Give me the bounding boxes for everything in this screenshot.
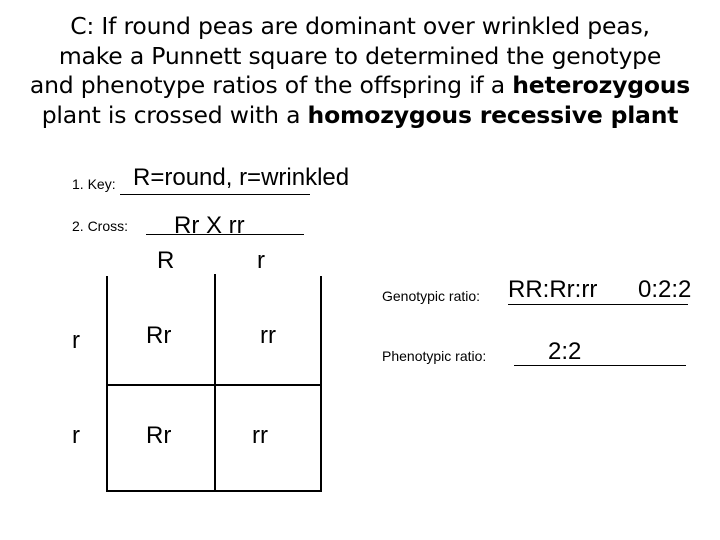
title-emphasis-homozygous: homozygous recessive plant — [307, 100, 679, 129]
cross-answer: Rr X rr — [174, 212, 245, 239]
title-line-2: make a Punnett square to determined the genotype — [58, 41, 662, 70]
grid-middle-vertical — [214, 274, 216, 492]
punnett-cell-2-2: rr — [252, 422, 268, 449]
punnett-cell-1-2: rr — [260, 322, 276, 349]
side-allele-1: r — [72, 327, 80, 354]
key-label: 1. Key: — [72, 176, 116, 192]
punnett-cell-1-1: Rr — [146, 322, 172, 349]
title-line-4-text: plant is crossed with a — [41, 100, 308, 129]
genotypic-ratio-label: Genotypic ratio: — [382, 288, 481, 304]
title-line-1: C: If round peas are dominant over wrinkled peas, — [70, 12, 650, 40]
top-allele-2: r — [257, 247, 265, 274]
title-line-3-text: and phenotype ratios of the offspring if a — [29, 71, 513, 99]
title-line-3 — [20, 71, 700, 101]
punnett-cell-2-1: Rr — [146, 422, 172, 449]
genotypic-blank-line — [508, 304, 688, 305]
title-line-4 — [20, 101, 700, 131]
grid-bottom-border — [106, 490, 322, 492]
cross-label: 2. Cross: — [72, 218, 129, 234]
key-blank-line — [120, 194, 310, 195]
phenotypic-ratio-label: Phenotypic ratio: — [382, 348, 487, 364]
side-allele-2: r — [72, 422, 80, 449]
genotypic-answer-genotypes: RR:Rr:rr — [508, 276, 598, 303]
question-title — [20, 12, 700, 130]
genotypic-answer-ratio: 0:2:2 — [638, 276, 692, 303]
title-emphasis-heterozygous: heterozygous — [512, 71, 691, 99]
phenotypic-blank-line — [514, 365, 686, 366]
key-answer: R=round, r=wrinkled — [133, 164, 350, 191]
grid-middle-horizontal — [106, 384, 322, 386]
phenotypic-answer: 2:2 — [548, 338, 582, 365]
top-allele-1: R — [157, 247, 175, 274]
